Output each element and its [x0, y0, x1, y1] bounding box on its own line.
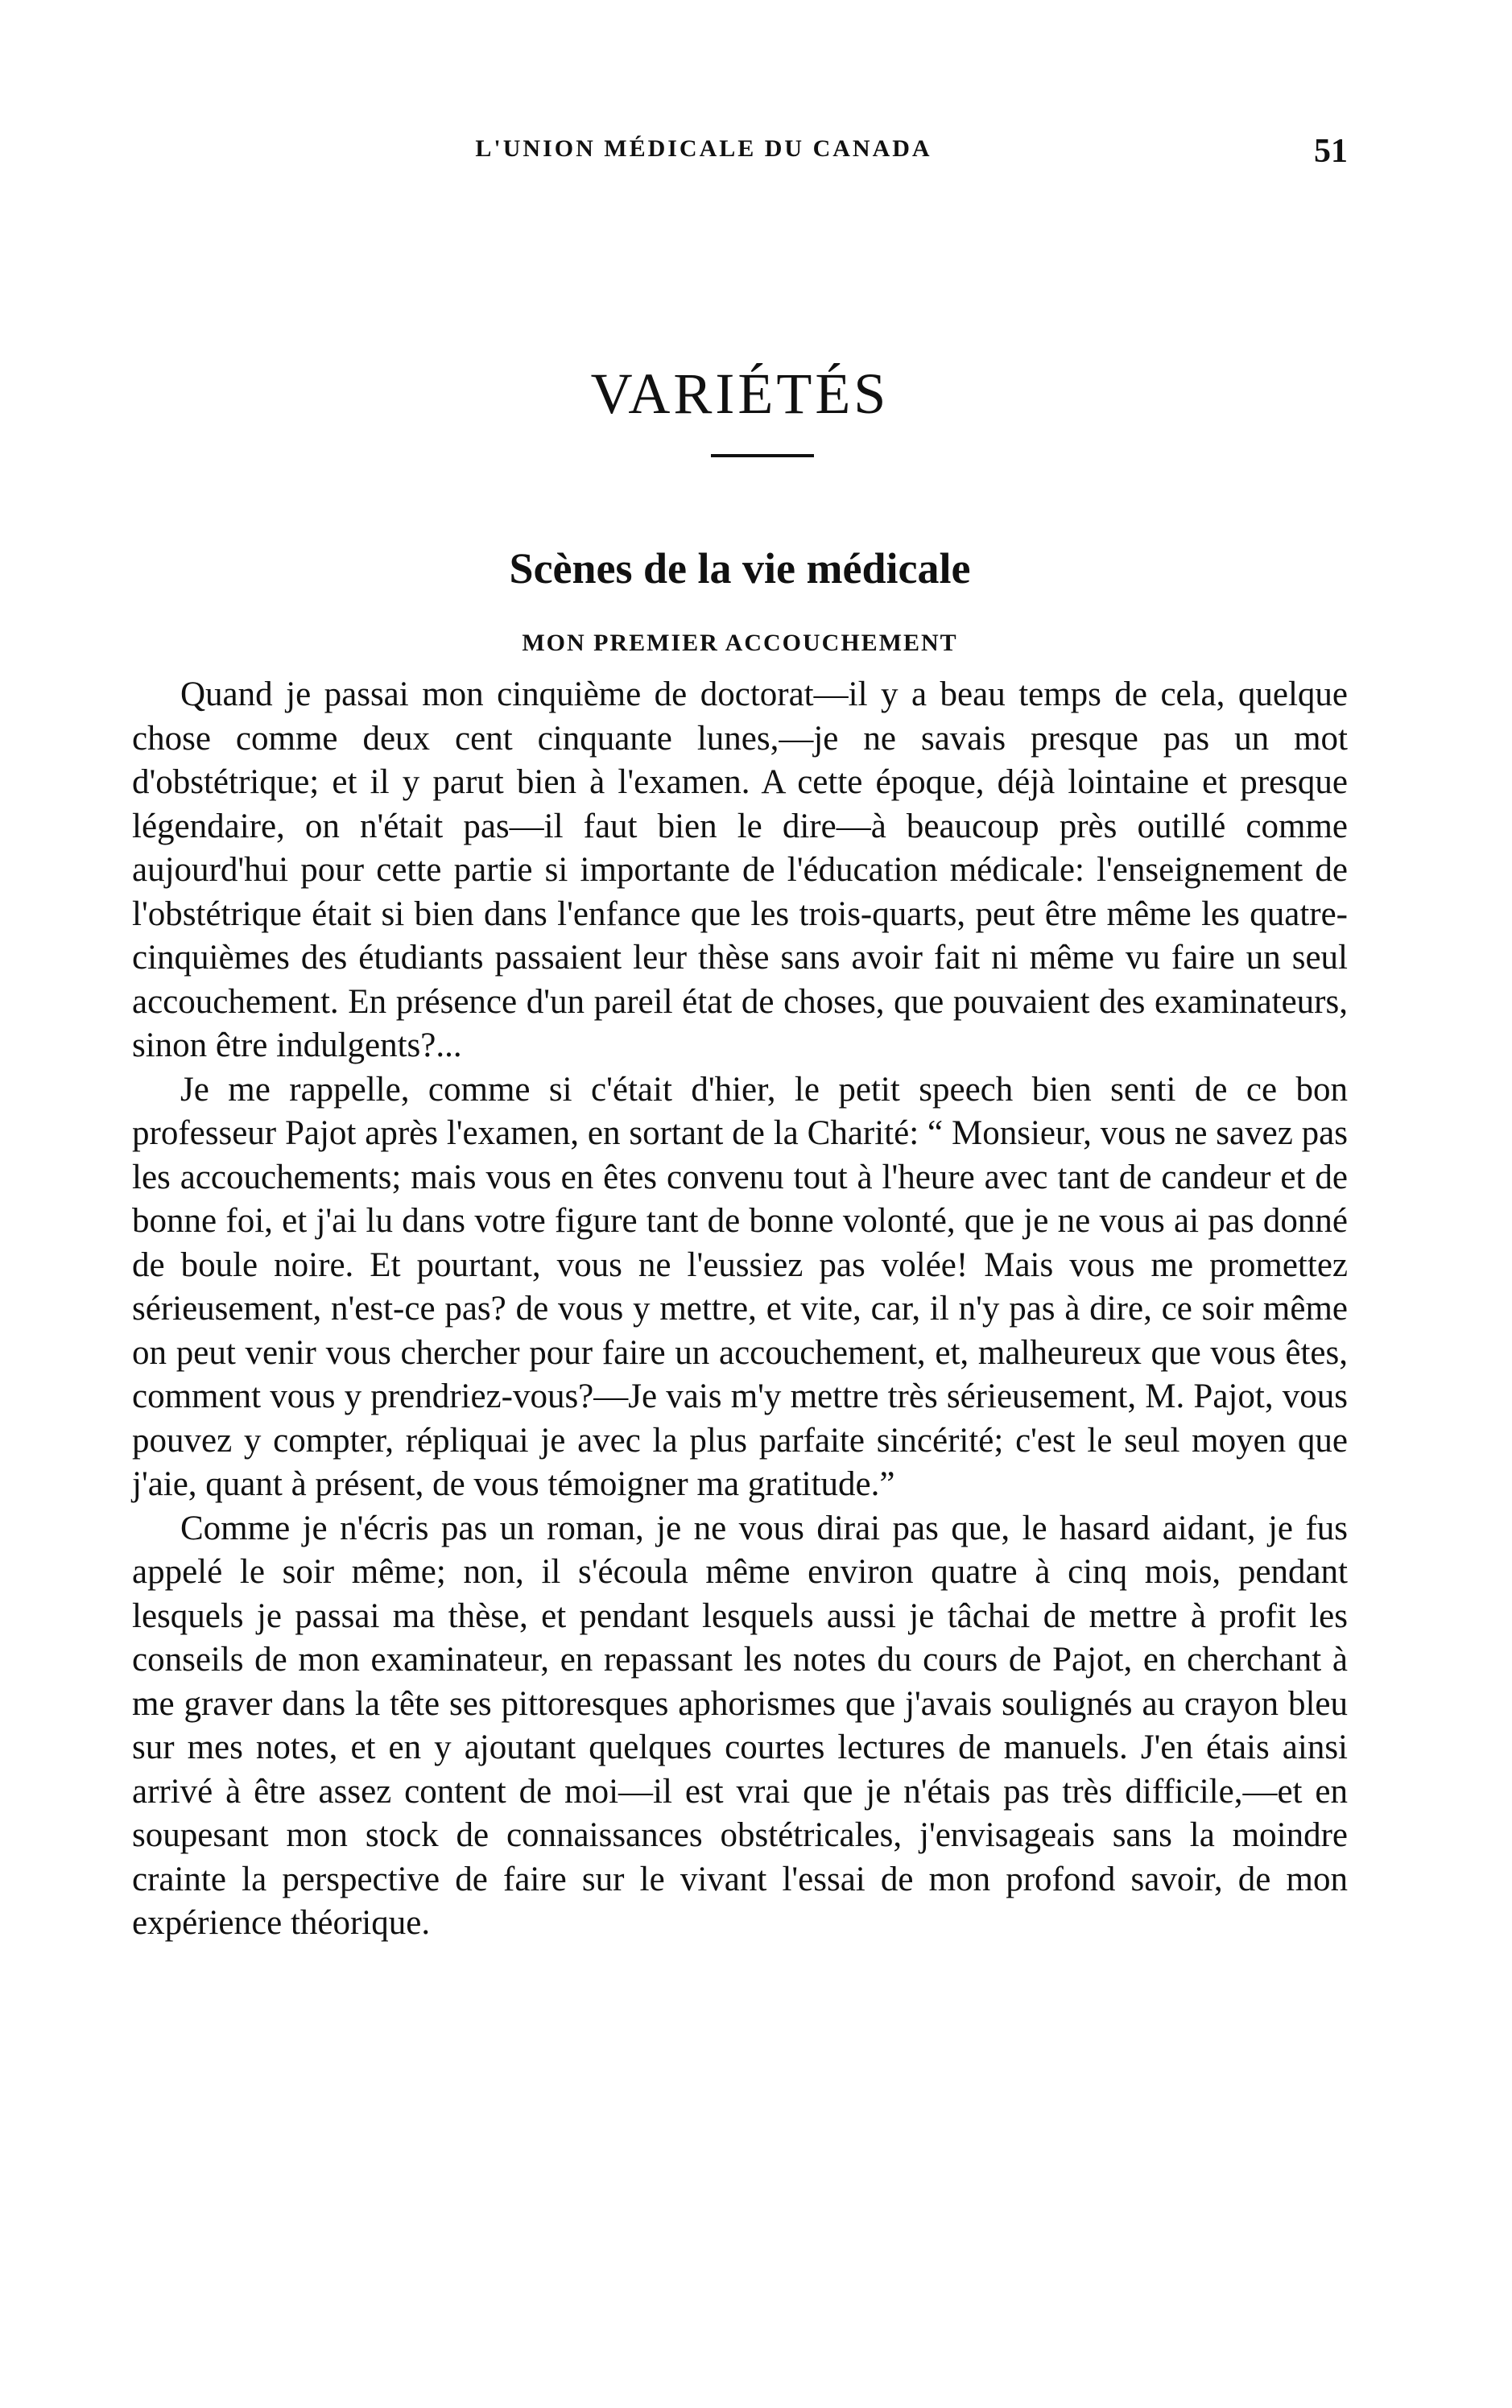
section-divider — [711, 454, 814, 457]
article-title: MON PREMIER ACCOUCHEMENT — [522, 630, 958, 656]
page-number: 51 — [1314, 133, 1348, 170]
section-title: VARIÉTÉS — [590, 361, 890, 427]
paragraph: Je me rappelle, comme si c'était d'hier, le petit speech bien senti de ce bon professeur Pajot après l'examen, en sortant de la Charité: “ Monsieur, vous ne savez pas les accouchements; mais vous en êtes convenu tout à l'heure avec tant de candeur et de bonne foi, et j'ai lu dans votre figure tant de bonne volonté, que je ne vous ai pas donné de boule noire. Et pourtant, vous ne l'eussiez pas volée! Mais vous me promettez sérieusement, n'est-ce pas? de vous y mettre, et vite, car, il n'y pas à dire, ce soir même on peut venir vous chercher pour faire un accouchement, et, malheureux que vous êtes, comment vous y prendriez-vous?—Je vais m'y mettre très sérieusement, M. Pajot, vous pouvez y compter, répliquai je avec la plus parfaite sincérité; c'est le seul moyen que j'aie, quant à présent, de vous témoigner ma gratitude.” — [132, 1070, 1348, 1503]
paragraph: Quand je passai mon cinquième de doctorat—il y a beau temps de cela, quelque chose comme deux cent cinquante lunes,—je ne savais presque pas un mot d'obstétrique; et il y parut bien à l'examen. A cette époque, déjà lointaine et presque légendaire, on n'était pas—il faut bien le dire—à beaucoup près outillé comme aujourd'hui pour cette partie si importante de l'éducation médicale: l'enseignement de l'obstétrique était si bien dans l'enfance que les trois-quarts, peut être même les quatre-cinquièmes des étudiants passaient leur thèse sans avoir fait ni même vu faire un seul accouchement. En présence d'un pareil état de choses, que pouvaient des examinateurs, sinon être indulgents?... — [132, 675, 1348, 1064]
subtitle: Scènes de la vie médicale — [509, 543, 971, 593]
paragraph: Comme je n'écris pas un roman, je ne vous dirai pas que, le hasard aidant, je fus appelé le soir même; non, il s'écoula même environ quatre à cinq mois, pendant lesquels je passai ma thèse, et pendant lesquels aussi je tâchai de mettre à profit les conseils de mon examinateur, en repassant les notes du cours de Pajot, en cherchant à me graver dans la tête ses pittoresques aphorismes que j'avais soulignés au crayon bleu sur mes notes, et en y ajoutant quelques courtes lectures de manuels. J'en étais ainsi arrivé à être assez content de moi—il est vrai que je n'étais pas très difficile,—et en soupesant mon stock de connaissances obstétricales, j'envisageais sans la moindre crainte la perspective de faire sur le vivant l'essai de mon profond savoir, de mon expérience théorique. — [132, 1509, 1348, 1942]
journal-title: L'UNION MÉDICALE DU CANADA — [475, 135, 932, 162]
document-page — [132, 0, 1348, 2408]
running-header — [132, 135, 1348, 176]
article-body — [132, 673, 1348, 1946]
